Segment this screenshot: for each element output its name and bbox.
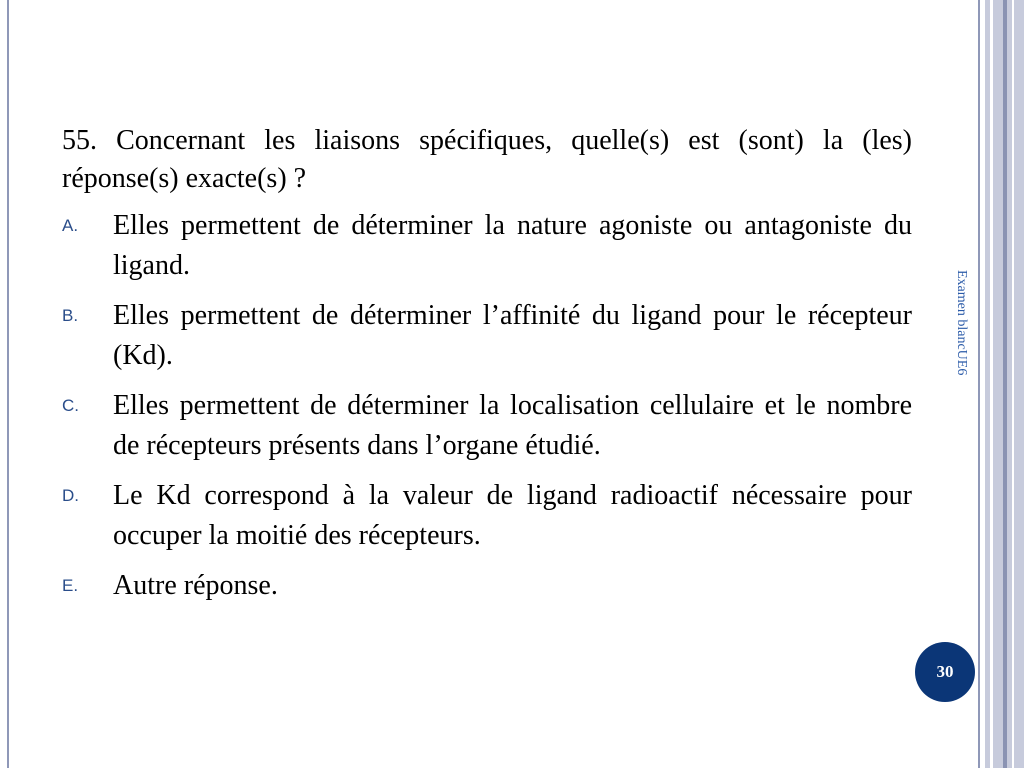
page-number-badge <box>915 642 975 702</box>
right-frame-stripe <box>1003 0 1007 768</box>
option-letter: B. <box>62 306 79 325</box>
option-letter: E. <box>62 576 79 595</box>
option-text: Elles permettent de déterminer l’affinité du ligand pour le récepteur (Kd). <box>113 300 912 371</box>
option-text: Elles permettent de déterminer la localisation cellulaire et le nombre de récepteurs présents dans l’organe étudié. <box>113 390 912 461</box>
option-a <box>62 206 912 286</box>
option-b <box>62 296 912 376</box>
answer-options <box>62 206 912 606</box>
option-c <box>62 386 912 466</box>
option-d <box>62 476 912 556</box>
right-border-line <box>978 0 980 768</box>
slide-content <box>62 122 912 616</box>
right-frame-stripe <box>990 0 993 768</box>
right-frame-stripe <box>1012 0 1014 768</box>
option-text: Elles permettent de déterminer la nature agoniste ou antagoniste du ligand. <box>113 210 912 281</box>
option-letter: A. <box>62 216 79 235</box>
page-number: 30 <box>936 662 954 681</box>
option-e <box>62 566 912 606</box>
option-text: Le Kd correspond à la valeur de ligand radioactif nécessaire pour occuper la moitié des récepteurs. <box>113 480 912 551</box>
option-text: Autre réponse. <box>113 570 278 601</box>
left-border-line <box>7 0 9 768</box>
option-letter: C. <box>62 396 79 415</box>
option-letter: D. <box>62 486 79 505</box>
footer-vertical-text: Examen blancUE6 <box>954 270 969 376</box>
question-text: 55. Concernant les liaisons spécifiques, quelle(s) est (sont) la (les) réponse(s) exacte(s) ? <box>62 125 912 194</box>
